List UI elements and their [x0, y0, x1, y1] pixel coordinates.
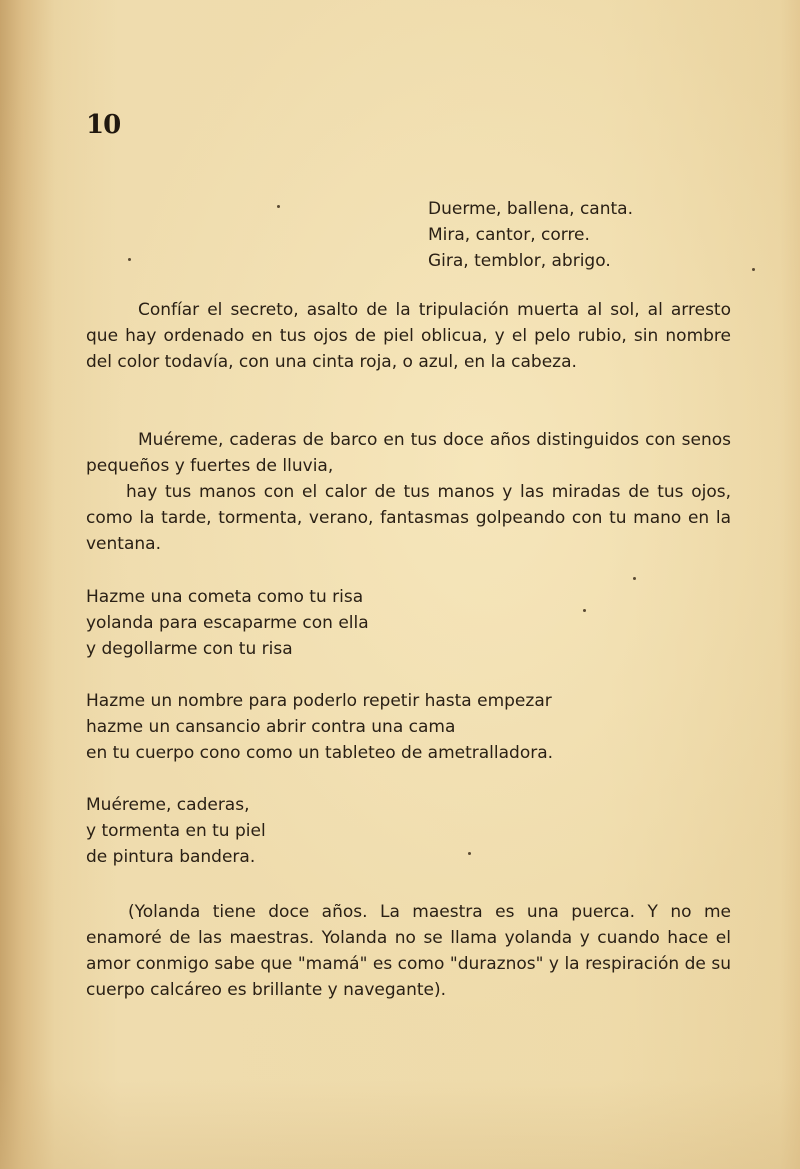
- ink-speck: [468, 852, 471, 855]
- verse-line: en tu cuerpo cono como un tableteo de ametralladora.: [86, 743, 554, 763]
- epigraph-line: Gira, temblor, abrigo.: [428, 251, 611, 271]
- paragraph-secreto: Confíar el secreto, asalto de la tripulación muerta al sol, al arresto que hay ordenado en tus ojos de piel oblicua, y el pelo rubio, sin nombre del color todavía, con una cinta roja, o azul, en la cabeza.: [86, 300, 731, 372]
- verse-line: Hazme un nombre para poderlo repetir hasta empezar: [86, 691, 552, 711]
- verse-nombre: [86, 688, 553, 766]
- page-number: 10: [86, 110, 121, 140]
- verse-line: Muéreme, caderas,: [86, 795, 250, 815]
- verse-line: y degollarme con tu risa: [86, 639, 293, 659]
- paragraph-mueremes: [86, 427, 731, 557]
- verse-line: yolanda para escaparme con ella: [86, 613, 369, 633]
- verse-line: hazme un cansancio abrir contra una cama: [86, 717, 456, 737]
- epigraph: [428, 196, 633, 274]
- epigraph-line: Mira, cantor, corre.: [428, 225, 590, 245]
- verse-cometa: [86, 584, 369, 662]
- paragraph-yolanda: (Yolanda tiene doce años. La maestra es una puerca. Y no me enamoré de las maestras. Yolanda no se llama yolanda y cuando hace el amor conmigo sabe que "mamá" es como "duraznos" y la respiración de su cuerpo calcáreo es brillante y navegante).: [86, 902, 731, 1000]
- ink-speck: [583, 609, 586, 612]
- verse-line: de pintura bandera.: [86, 847, 256, 867]
- ink-speck: [633, 577, 636, 580]
- epigraph-line: Duerme, ballena, canta.: [428, 199, 633, 219]
- verse-line: Hazme una cometa como tu risa: [86, 587, 364, 607]
- paragraph-line: Muéreme, caderas de barco en tus doce años distinguidos con senos pequeños y fuertes de lluvia,: [86, 430, 731, 476]
- verse-line: y tormenta en tu piel: [86, 821, 266, 841]
- paragraph-line: hay tus manos con el calor de tus manos y las miradas de tus ojos, como la tarde, tormenta, verano, fantasmas golpeando con tu mano en la ventana.: [86, 482, 731, 554]
- ink-speck: [277, 205, 280, 208]
- ink-speck: [128, 258, 131, 261]
- verse-caderas: [86, 792, 266, 870]
- ink-speck: [752, 268, 755, 271]
